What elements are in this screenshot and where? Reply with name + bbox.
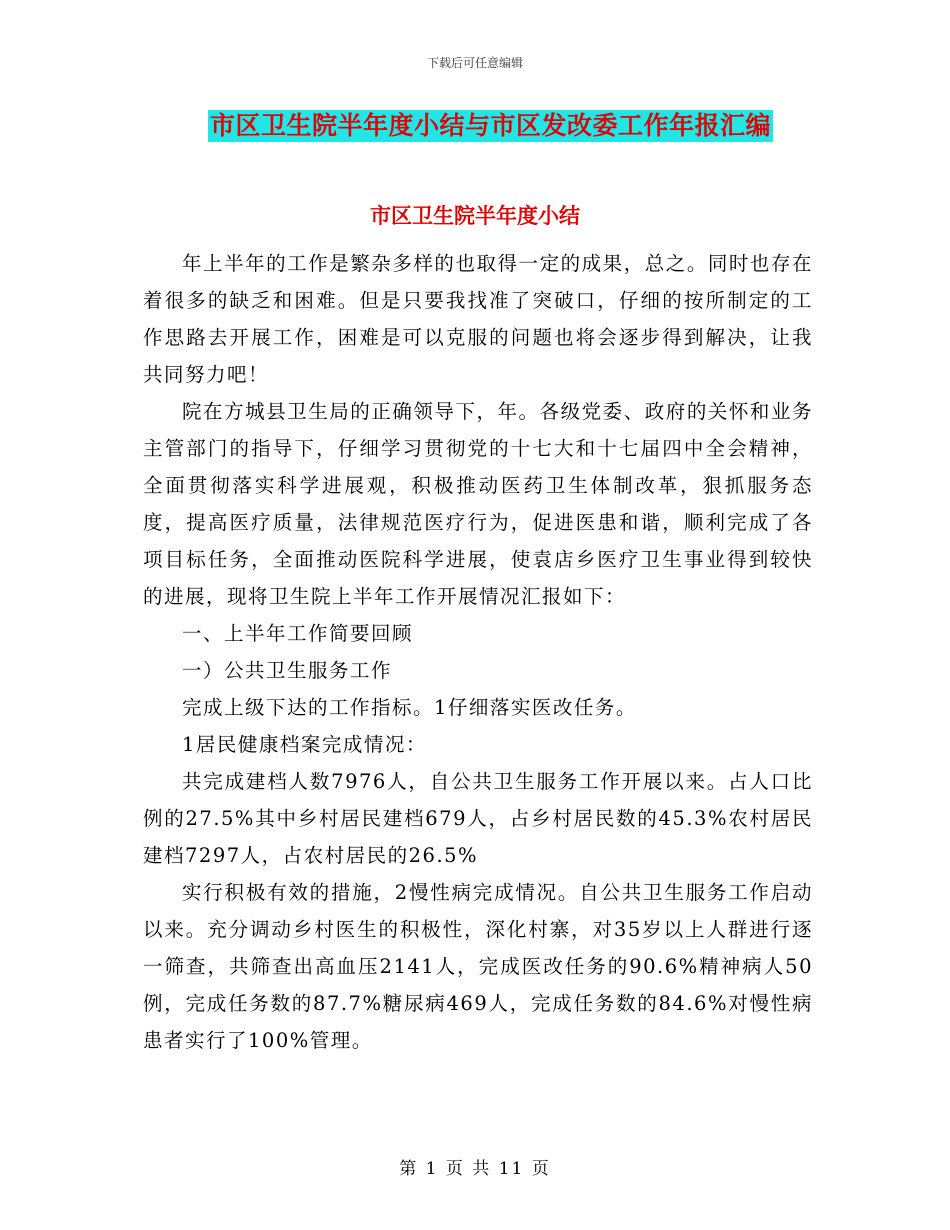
document-body — [143, 245, 813, 1059]
heading-health-records: 1居民健康档案完成情况： — [182, 733, 427, 756]
heading-public-health: 一）公共卫生服务工作 — [182, 659, 393, 682]
paragraph-chronic-disease: 实行积极有效的措施，2慢性病完成情况。自公共卫生服务工作启动以来。充分调动乡村医生的积极性，深化村寨，对35岁以上人群进行逐一筛查，共筛查出高血压2141人，完成医改任务的90.6%精神病人50例，完成任务数的87.7%糖尿病469人，完成任务数的84.6%对慢性病患者实行了100%管理。 — [143, 881, 813, 1052]
document-main-title: 市区卫生院半年度小结与市区发改委工作年报汇编 — [210, 111, 772, 140]
header-note: 下载后可任意编辑 — [426, 56, 523, 70]
paragraph-intro: 年上半年的工作是繁杂多样的也取得一定的成果，总之。同时也存在着很多的缺乏和困难。但是只要我找准了突破口，仔细的按所制定的工作思路去开展工作，困难是可以克服的问题也将会逐步得到解决，让我共同努力吧！ — [143, 252, 813, 386]
paragraph-health-records: 共完成建档人数7976人，自公共卫生服务工作开展以来。占人口比例的27.5%其中乡村居民建档679人，占乡村居民数的45.3%农村居民建档7297人，占农村居民的26.5% — [143, 770, 813, 867]
section-title: 市区卫生院半年度小结 — [370, 203, 580, 228]
paragraph-targets: 完成上级下达的工作指标。1仔细落实医改任务。 — [182, 696, 637, 719]
page-number: 第 1 页 共 11 页 — [399, 1159, 551, 1179]
heading-review: 一、上半年工作简要回顾 — [182, 622, 414, 645]
paragraph-overview: 院在方城县卫生局的正确领导下，年。各级党委、政府的关怀和业务主管部门的指导下，仔细学习贯彻党的十七大和十七届四中全会精神，全面贯彻落实科学进展观，积极推动医药卫生体制改革，狠抓服务态度，提高医疗质量，法律规范医疗行为，促进医患和谐，顺利完成了各项目标任务，全面推动医院科学进展，使袁店乡医疗卫生事业得到较快的进展，现将卫生院上半年工作开展情况汇报如下： — [143, 400, 813, 608]
